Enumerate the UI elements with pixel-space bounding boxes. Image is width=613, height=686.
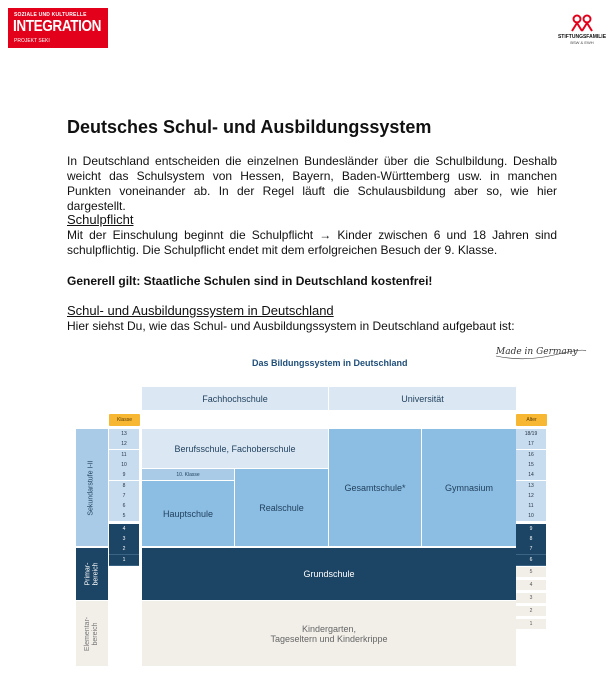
diagram-title: Das Bildungssystem in Deutschland (252, 358, 408, 368)
fachhochschule-box: Fachhochschule (142, 387, 328, 410)
logo-line1: SOZIALE UND KULTURELLE (14, 12, 87, 18)
side-ele-line1: Elementar- (84, 616, 92, 651)
realschule-box: Realschule (235, 469, 328, 546)
alter-number: 18/19 (516, 429, 546, 440)
klasse-number: 9 (109, 470, 139, 481)
alter-number: 17 (516, 439, 546, 450)
stiftungsfamilie-logo (556, 14, 608, 54)
alter-number: 7 (516, 544, 546, 555)
logo-right-line1: STIFTUNGSFAMILIE (557, 34, 607, 40)
alter-label: Alter (516, 414, 547, 426)
klasse-label: Klasse (109, 414, 140, 426)
signature-text: Made in Germany (496, 347, 578, 357)
intro-paragraph: In Deutschland entscheiden die einzelnen Bundesländer über die Schulbildung. Deshalb weicht das Schulsystem von Hessen, Bayern, Baden-Württemberg usw. in manchen Punkten voneinander ab. In der Regel läuft die Schulausbildung aber so, wie hier dargestellt. (67, 154, 557, 213)
klasse-number: 5 (109, 511, 139, 522)
klasse-number: 3 (109, 534, 139, 545)
klasse-number: 7 (109, 491, 139, 502)
klasse-number: 10 (109, 460, 139, 471)
logo-line2: INTEGRATION (13, 18, 102, 35)
alter-number: 5 (516, 567, 546, 578)
klasse-number: 11 (109, 450, 139, 461)
system-text: Hier siehst Du, wie das Schul- und Ausbildungssystem in Deutschland aufgebaut ist: (67, 319, 515, 333)
logo-line3: PROJEKT SEKI (14, 38, 50, 44)
made-in-germany-signature (494, 336, 588, 366)
alter-number: 10 (516, 511, 546, 522)
page-title: Deutsches Schul- und Ausbildungssystem (67, 117, 432, 137)
system-heading: Schul- und Ausbildungssystem in Deutschland (67, 303, 334, 318)
side-sekundarstufe-label: Sekundarstufe I-II (88, 459, 96, 516)
side-sekundarstufe (76, 429, 108, 546)
alter-number: 11 (516, 501, 546, 512)
alter-number: 3 (516, 593, 546, 604)
side-pri-line1: Primar- (84, 562, 91, 586)
universitaet-box: Universität (329, 387, 516, 410)
berufsschule-box: Berufsschule, Fachoberschule (142, 429, 328, 468)
alter-number: 13 (516, 481, 546, 492)
side-elementarbereich-label (84, 616, 100, 650)
klasse-number: 13 (109, 429, 139, 440)
alter-number: 12 (516, 491, 546, 502)
alter-number: 6 (516, 555, 546, 566)
klasse-number: 12 (109, 439, 139, 450)
hauptschule-box: Hauptschule (142, 481, 234, 546)
side-primarbereich (76, 548, 108, 600)
klasse10-box: 10. Klasse (142, 469, 234, 480)
alter-number: 16 (516, 450, 546, 461)
alter-number: 15 (516, 460, 546, 471)
klasse-number: 8 (109, 481, 139, 492)
schulpflicht-text: Mit der Einschulung beginnt die Schulpflicht → Kinder zwischen 6 und 18 Jahren sind schulpflichtig. Die Schulpflicht endet mit dem erfolgreichen Besuch der 9. Klasse. (67, 228, 557, 257)
klasse-number: 6 (109, 501, 139, 512)
side-ele-line2: bereich (92, 622, 100, 645)
klasse-number: 2 (109, 544, 139, 555)
integration-logo (8, 8, 108, 48)
notice-text: Generell gilt: Staatliche Schulen sind in Deutschland kostenfrei! (67, 274, 433, 288)
gymnasium-box: Gymnasium (422, 429, 516, 546)
logo-right-line2: BSW & EWH (570, 40, 594, 45)
klasse-number: 4 (109, 524, 139, 535)
figures-logo-icon (569, 14, 595, 32)
grundschule-box: Grundschule (142, 548, 516, 600)
alter-number: 8 (516, 534, 546, 545)
kindergarten-box (142, 601, 516, 666)
klasse-number: 1 (109, 555, 139, 566)
schulpflicht-heading: Schulpflicht (67, 212, 134, 227)
gesamtschule-box: Gesamtschule* (329, 429, 421, 546)
kindergarten-line1: Kindergarten, (301, 623, 357, 634)
alter-number: 2 (516, 606, 546, 617)
kindergarten-line2: Tageseltern und Kinderkrippe (270, 633, 388, 644)
alter-number: 9 (516, 524, 546, 535)
alter-number: 14 (516, 470, 546, 481)
side-elementarbereich (76, 601, 108, 666)
side-pri-line2: bereich (92, 562, 99, 586)
side-primarbereich-label (84, 563, 100, 586)
alter-number: 1 (516, 619, 546, 630)
alter-number: 4 (516, 580, 546, 591)
